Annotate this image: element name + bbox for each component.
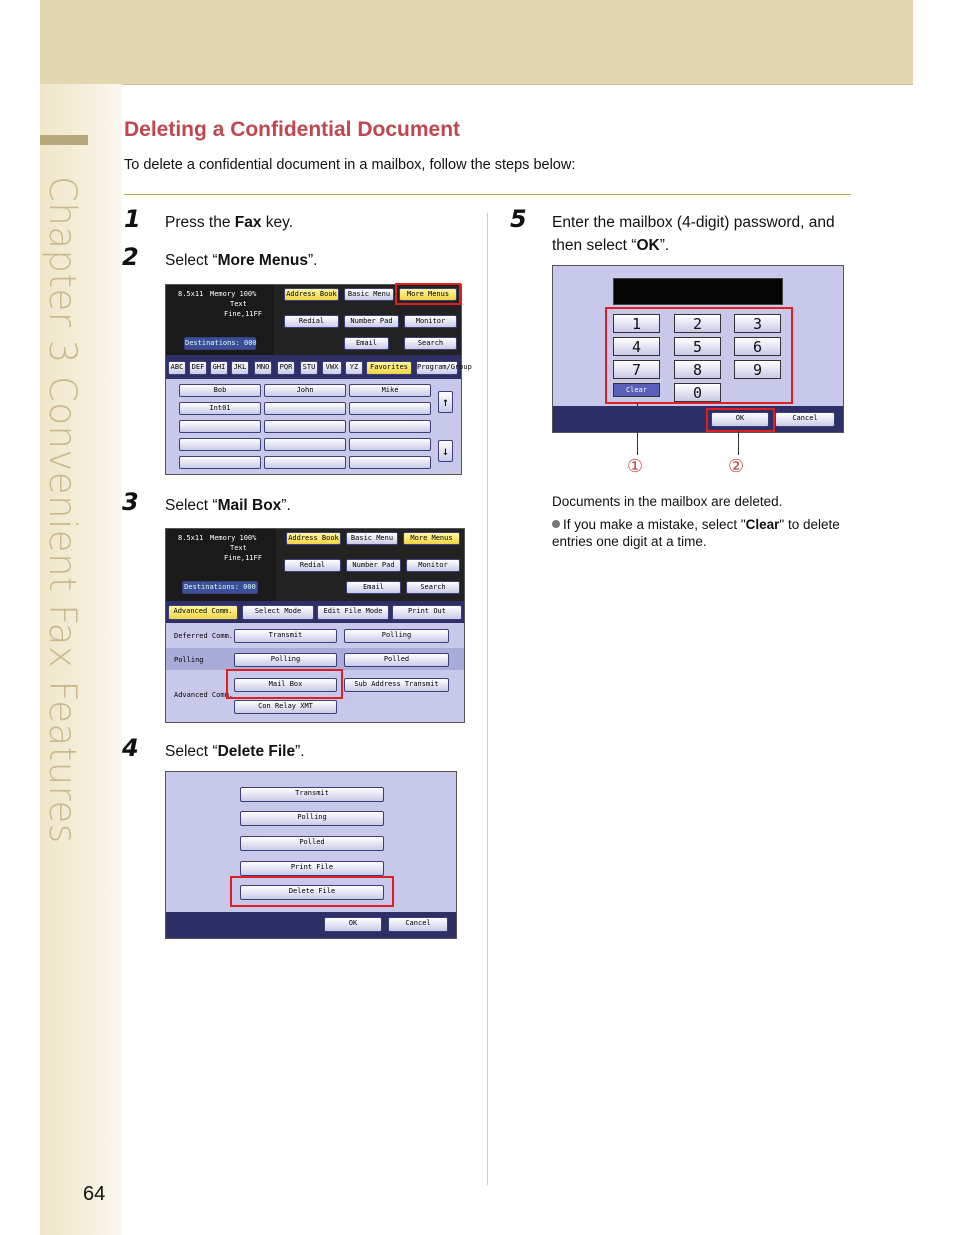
mail-box-button[interactable]: Mail Box xyxy=(234,678,337,692)
entry-empty[interactable] xyxy=(264,420,346,433)
resolution: Fine,11FF xyxy=(224,554,262,562)
intro-text: To delete a confidential document in a mailbox, follow the steps below: xyxy=(124,157,576,173)
entry-empty[interactable] xyxy=(349,420,431,433)
highlight-ok xyxy=(706,408,775,432)
callout-line xyxy=(738,431,739,455)
highlight-more-menus xyxy=(395,283,461,305)
memory-status: Memory 100% xyxy=(210,290,257,298)
sub-address-transmit-button[interactable]: Sub Address Transmit xyxy=(344,678,449,692)
tab-pqr[interactable]: PQR xyxy=(277,361,295,375)
cancel-button[interactable]: Cancel xyxy=(775,412,835,427)
key-3[interactable]: 3 xyxy=(734,314,781,333)
tab-jkl[interactable]: JKL xyxy=(231,361,249,375)
key-5[interactable]: 5 xyxy=(674,337,721,356)
tab-mno[interactable]: MNO xyxy=(254,361,272,375)
paper-size: 8.5x11 xyxy=(178,290,204,298)
callout-1: ① xyxy=(627,456,644,476)
basic-menu-button[interactable]: Basic Menu xyxy=(346,532,398,545)
step-text: Select “Delete File”. xyxy=(165,743,305,760)
step-text: Select “More Menus”. xyxy=(165,252,318,269)
key-1[interactable]: 1 xyxy=(613,314,660,333)
email-button[interactable]: Email xyxy=(344,337,389,350)
callout-2: ② xyxy=(728,456,745,476)
row-label: Polling xyxy=(174,656,204,664)
highlight-delete-file xyxy=(230,876,394,907)
paper-size: 8.5x11 xyxy=(178,534,204,542)
entry-empty[interactable] xyxy=(264,456,346,469)
resolution: Fine,11FF xyxy=(224,310,262,318)
address-book-button[interactable]: Address Book xyxy=(286,532,341,545)
con-relay-button[interactable]: Con Relay XMT xyxy=(234,700,337,714)
entry-empty[interactable] xyxy=(349,456,431,469)
entry-empty[interactable] xyxy=(179,420,261,433)
highlight-keypad xyxy=(605,307,793,404)
chapter-label: Chapter 3 Convenient Fax Features xyxy=(41,176,84,844)
scroll-up-icon[interactable]: ↑ xyxy=(438,391,453,413)
entry-empty[interactable] xyxy=(264,402,346,415)
monitor-button[interactable]: Monitor xyxy=(406,559,460,572)
basic-menu-button[interactable]: Basic Menu xyxy=(344,288,394,301)
polling-button[interactable]: Polling xyxy=(234,653,337,667)
email-button[interactable]: Email xyxy=(346,581,401,594)
ok-button[interactable]: OK xyxy=(711,412,769,427)
key-0[interactable]: 0 xyxy=(674,383,721,402)
memory-status: Memory 100% xyxy=(210,534,257,542)
more-menus-button[interactable]: More Menus xyxy=(403,532,460,545)
scroll-down-icon[interactable]: ↓ xyxy=(438,440,453,462)
step-number: 5 xyxy=(510,205,527,233)
key-2[interactable]: 2 xyxy=(674,314,721,333)
search-button[interactable]: Search xyxy=(404,337,457,350)
step-text: Enter the mailbox (4-digit) password, and then select “OK”. xyxy=(552,214,835,254)
tab-select-mode[interactable]: Select Mode xyxy=(242,605,314,620)
password-display xyxy=(613,278,783,305)
number-pad-button[interactable]: Number Pad xyxy=(346,559,401,572)
screen-more-menus xyxy=(165,284,472,475)
polled-button[interactable]: Polled xyxy=(344,653,449,667)
key-9[interactable]: 9 xyxy=(734,360,781,379)
tab-favorites[interactable]: Favorites xyxy=(366,361,412,375)
entry-bob[interactable]: Bob xyxy=(179,384,261,397)
screen-password-entry xyxy=(552,265,844,433)
polling-button[interactable]: Polling xyxy=(344,629,449,643)
step-number: 2 xyxy=(122,243,139,271)
step-number: 4 xyxy=(122,734,139,762)
transmit-button[interactable]: Transmit xyxy=(240,787,384,802)
row-label: Advanced Comm. xyxy=(174,691,234,699)
delete-file-button[interactable]: Delete File xyxy=(240,885,384,900)
tab-program-group[interactable]: Program/Group xyxy=(416,361,458,375)
mode-text: Text xyxy=(230,300,247,308)
tip-note: If you make a mistake, select "Clear" to delete entries one digit at a time. xyxy=(552,517,840,549)
key-8[interactable]: 8 xyxy=(674,360,721,379)
polling-button[interactable]: Polling xyxy=(240,811,384,826)
tab-yz[interactable]: YZ xyxy=(345,361,363,375)
address-book-button[interactable]: Address Book xyxy=(284,288,339,301)
screen-delete-file xyxy=(165,771,457,939)
row-label: Deferred Comm. xyxy=(174,632,234,640)
monitor-button[interactable]: Monitor xyxy=(404,315,457,328)
tab-edit-file-mode[interactable]: Edit File Mode xyxy=(317,605,389,620)
tab-ghi[interactable]: GHI xyxy=(210,361,228,375)
mode-text: Text xyxy=(230,544,247,552)
polled-button[interactable]: Polled xyxy=(240,836,384,851)
destinations-button[interactable]: Destinations: 000 xyxy=(182,581,258,594)
step-number: 1 xyxy=(124,205,141,233)
key-6[interactable]: 6 xyxy=(734,337,781,356)
step-text: Press the Fax key. xyxy=(165,214,294,231)
tab-def[interactable]: DEF xyxy=(189,361,207,375)
section-title: Deleting a Confidential Document xyxy=(124,118,461,141)
tab-advanced-comm[interactable]: Advanced Comm. xyxy=(168,605,238,620)
tab-vwx[interactable]: VWX xyxy=(322,361,342,375)
step-text: Select “Mail Box”. xyxy=(165,497,291,514)
entry-john[interactable]: John xyxy=(264,384,346,397)
bullet-icon xyxy=(552,520,560,528)
entry-int01[interactable]: Int01 xyxy=(179,402,261,415)
clear-key[interactable]: Clear xyxy=(613,383,660,397)
step-number: 3 xyxy=(122,488,139,516)
entry-empty[interactable] xyxy=(179,438,261,451)
tab-abc[interactable]: ABC xyxy=(168,361,186,375)
search-button[interactable]: Search xyxy=(406,581,460,594)
tab-print-out[interactable]: Print Out xyxy=(392,605,462,620)
key-4[interactable]: 4 xyxy=(613,337,660,356)
tab-stu[interactable]: STU xyxy=(300,361,318,375)
entry-mike[interactable]: Mike xyxy=(349,384,431,397)
side-marker xyxy=(40,135,88,145)
entry-empty[interactable] xyxy=(349,402,431,415)
result-note: Documents in the mailbox are deleted. xyxy=(552,494,783,509)
page-number: 64 xyxy=(83,1183,106,1205)
highlight-mail-box xyxy=(226,669,343,699)
redial-button[interactable]: Redial xyxy=(284,559,341,572)
entry-empty[interactable] xyxy=(264,438,346,451)
divider xyxy=(124,194,851,195)
screen-advanced-comm xyxy=(165,528,465,723)
entry-empty[interactable] xyxy=(349,438,431,451)
ok-button[interactable]: OK xyxy=(324,917,382,932)
more-menus-button[interactable]: More Menus xyxy=(399,288,457,301)
column-divider xyxy=(487,213,488,1185)
redial-button[interactable]: Redial xyxy=(284,315,339,328)
callout-line xyxy=(637,403,638,455)
entry-empty[interactable] xyxy=(179,456,261,469)
cancel-button[interactable]: Cancel xyxy=(388,917,448,932)
transmit-button[interactable]: Transmit xyxy=(234,629,337,643)
destinations-button[interactable]: Destinations: 000 xyxy=(184,337,256,350)
print-file-button[interactable]: Print File xyxy=(240,861,384,876)
header-band xyxy=(40,0,913,85)
key-7[interactable]: 7 xyxy=(613,360,660,379)
number-pad-button[interactable]: Number Pad xyxy=(344,315,399,328)
